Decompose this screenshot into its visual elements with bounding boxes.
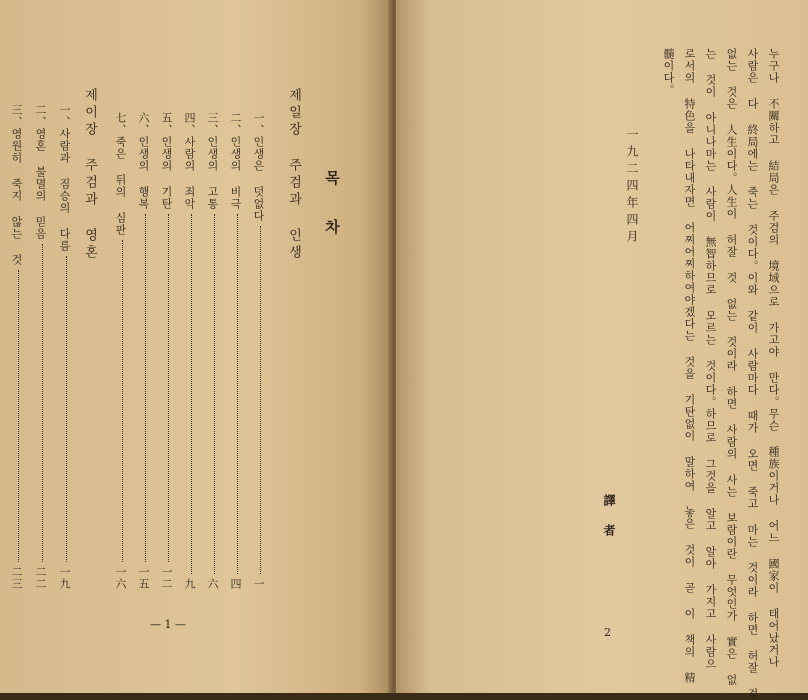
toc-entry-label: 一、사람과 짐승의 다름 [58,104,71,252]
toc-entry [181,112,197,590]
toc-entry-page: 一九 [58,566,71,590]
toc-entry-label: 三、영원히 죽지 않는 것 [10,104,23,266]
preface-page [396,0,808,700]
preface-line: 사람은 다 終局에는 죽는 것이다。이와 같이 사람마다 때가 오면 죽고 마는 것이라 하면 허잘 것 [746,48,759,700]
preface-date: 一九二四年四月 [625,128,639,247]
toc-entry [32,104,48,590]
toc-entry-label: 五、인생의 기탄 [160,112,173,210]
toc-entry-label: 四、사람의 죄악 [183,112,196,210]
toc-page [0,0,392,693]
toc-leader-dots [42,244,43,562]
preface-page-number: 2 [604,626,611,639]
toc-leader-dots [214,214,215,574]
toc-entry [158,112,174,590]
toc-entry [204,112,220,590]
toc-page-number: — 1 — [150,618,186,631]
toc-entry [8,104,24,590]
toc-entry-label: 二、영혼 불멸의 믿음 [34,104,47,240]
toc-leader-dots [168,214,169,562]
toc-entry [250,112,266,590]
toc-entry-page: 一二 [160,566,173,590]
toc-entry-label: 七、죽은 뒤의 심판 [114,112,127,236]
toc-entry-page: 二三 [10,566,23,590]
toc-leader-dots [122,240,123,562]
toc-entry [135,112,151,590]
toc-heading: 목 차 [323,170,341,242]
toc-leader-dots [66,256,67,562]
chapter1-title: 제일장 주검과 인생 [286,88,301,262]
toc-entry-label: 六、인생의 행복 [137,112,150,210]
toc-entry-page: 四 [229,578,242,590]
preface-signature: 譯者 [602,494,616,554]
preface-line: 누구나 不關하고 結局은 주검의 境域으로 가고야 만다。무슨 種族이거나 어느 國家이 태어났거나 [767,48,780,668]
preface-line: 없는 것은 人生이다。人生이 허잘 것 없는 것이라 하면 사람의 사는 보람이란 무엇인가 實은 없 [725,48,738,686]
toc-entry-label: 二、인생의 비극 [229,112,242,210]
toc-leader-dots [191,214,192,574]
toc-entry-page: 二二 [34,566,47,590]
toc-entry [227,112,243,590]
toc-entry [112,112,128,590]
toc-entry [56,104,72,590]
preface-line: 는 것이 아니나마는 사람이 無智하므로 모르는 것이다。하므로 그것을 알고 알아 가지고 사람으 [704,48,717,670]
toc-entry-page: 一六 [114,566,127,590]
preface-line: 로서의 特色을 나타내자면 어찌어찌하여야겠다는 것을 기탄없이 말하여 놓은 것이 곧 이 책의 精 [683,48,696,684]
toc-entry-page: 六 [206,578,219,590]
toc-leader-dots [260,226,261,574]
toc-entry-page: 一 [252,578,265,590]
toc-entry-page: 九 [183,578,196,590]
preface-line: 髓이다。 [662,48,675,96]
chapter2-title: 제이장 주검과 영혼 [82,88,97,262]
toc-leader-dots [237,214,238,574]
toc-entry-label: 三、인생의 고통 [206,112,219,210]
toc-leader-dots [18,270,19,562]
toc-leader-dots [145,214,146,562]
toc-entry-page: 一五 [137,566,150,590]
toc-entry-label: 一、인생은 덧없다 [252,112,265,222]
